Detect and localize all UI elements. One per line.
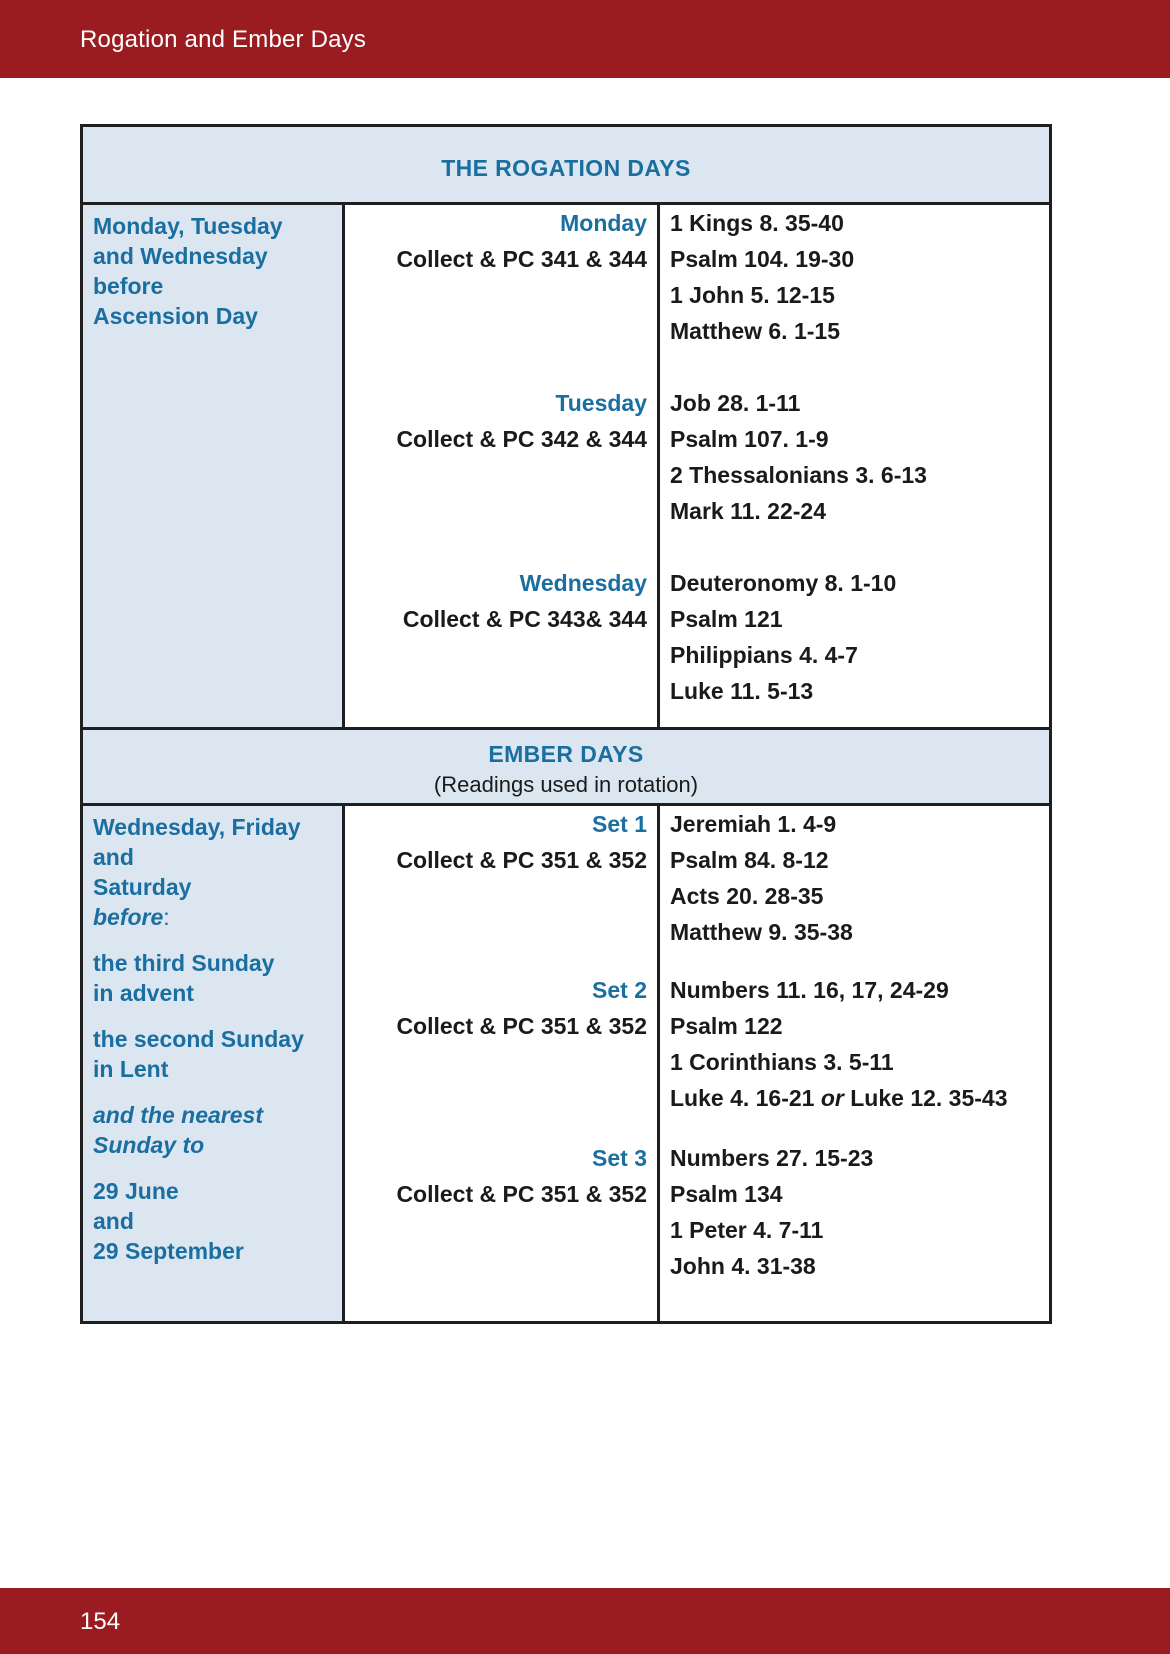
reading: Psalm 107. 1-9: [670, 426, 829, 452]
rogation-wednesday-readings: [660, 565, 1049, 709]
rogation-left-line: and Wednesday: [93, 243, 268, 269]
reading: 1 Corinthians 3. 5-11: [670, 1049, 894, 1075]
reading: 2 Thessalonians 3. 6-13: [670, 462, 927, 488]
day-label: Wednesday: [519, 570, 647, 596]
rogation-tuesday-block: [345, 385, 657, 457]
colon: :: [163, 904, 170, 930]
page-number: 154: [80, 1608, 121, 1635]
rogation-left-line: Ascension Day: [93, 303, 258, 329]
reading: Numbers 11. 16, 17, 24-29: [670, 977, 949, 1003]
ember-subheading: (Readings used in rotation): [433, 772, 699, 797]
ember-set3-block: [345, 1140, 657, 1212]
reading: Psalm 104. 19-30: [670, 246, 855, 272]
reading: Matthew 9. 35-38: [670, 919, 853, 945]
before-word: before: [93, 904, 164, 930]
ember-left-cell: [83, 806, 345, 1321]
reading: Acts 20. 28-35: [670, 883, 824, 909]
ember-mid-cell: [345, 806, 660, 1321]
ember-right-cell: [660, 806, 1049, 1321]
reading: Numbers 27. 15-23: [670, 1145, 874, 1171]
ember-set1-readings: [660, 806, 1049, 950]
reading: Psalm 122: [670, 1013, 783, 1039]
reading: 1 John 5. 12-15: [670, 282, 835, 308]
reading: Psalm 84. 8-12: [670, 847, 829, 873]
rogation-monday-readings: [660, 205, 1049, 349]
rogation-right-cell: [660, 205, 1049, 727]
set-label: Set 1: [592, 811, 647, 837]
rogation-left-cell: [83, 205, 345, 727]
ember-left-line: in advent: [93, 980, 194, 1006]
reading: Philippians 4. 4-7: [670, 642, 858, 668]
ember-left-line: and the nearest: [93, 1102, 263, 1128]
collect-ref: Collect & PC 351 & 352: [396, 1181, 647, 1207]
ember-left-line: Sunday to: [93, 1132, 205, 1158]
ember-left-line: 29 June: [93, 1178, 179, 1204]
ember-left-line: and: [93, 844, 134, 870]
header-band: [0, 0, 1170, 78]
reading: Job 28. 1-11: [670, 390, 801, 416]
set-label: Set 3: [592, 1145, 647, 1171]
ember-left-line: the second Sunday: [93, 1026, 304, 1052]
footer-band: [0, 1588, 1170, 1654]
ember-set2-block: [345, 972, 657, 1044]
rogation-mid-cell: [345, 205, 660, 727]
reading: Luke 11. 5-13: [670, 678, 814, 704]
ember-left-line: Saturday: [93, 874, 192, 900]
reading: Psalm 121: [670, 606, 783, 632]
rogation-wednesday-block: [345, 565, 657, 637]
ember-set2-readings: [660, 972, 1049, 1116]
rogation-heading: THE ROGATION DAYS: [441, 155, 691, 181]
ember-set3-readings: [660, 1140, 1049, 1284]
ember-left-line: in Lent: [93, 1056, 169, 1082]
collect-ref: Collect & PC 351 & 352: [396, 1013, 647, 1039]
collect-ref: Collect & PC 342 & 344: [396, 426, 647, 452]
reading-part: Luke 4. 16-21: [670, 1085, 815, 1111]
page-header-title: Rogation and Ember Days: [80, 26, 367, 53]
rogation-header: [83, 127, 1049, 205]
rogation-tuesday-readings: [660, 385, 1049, 529]
rogation-monday-block: [345, 205, 657, 277]
reading: John 4. 31-38: [670, 1253, 816, 1279]
day-label: Monday: [560, 210, 647, 236]
reading: 1 Kings 8. 35-40: [670, 210, 844, 236]
rogation-left-line: before: [93, 273, 164, 299]
collect-ref: Collect & PC 351 & 352: [396, 847, 647, 873]
or-word: or: [820, 1085, 844, 1111]
reading: Matthew 6. 1-15: [670, 318, 840, 344]
reading-with-alternative: [670, 1080, 1049, 1116]
ember-header: [83, 727, 1049, 806]
ember-heading: EMBER DAYS: [488, 741, 644, 767]
rogation-left-line: Monday, Tuesday: [93, 213, 283, 239]
reading: Jeremiah 1. 4-9: [670, 811, 837, 837]
reading: Psalm 134: [670, 1181, 783, 1207]
readings-table: [80, 124, 1052, 1324]
reading-part: Luke 12. 35-43: [850, 1085, 1008, 1111]
ember-left-line: 29 September: [93, 1238, 244, 1264]
ember-left-line: the third Sunday: [93, 950, 275, 976]
ember-left-line: and: [93, 1208, 134, 1234]
day-label: Tuesday: [555, 390, 647, 416]
reading: Mark 11. 22-24: [670, 498, 827, 524]
set-label: Set 2: [592, 977, 647, 1003]
reading: Deuteronomy 8. 1-10: [670, 570, 897, 596]
ember-set1-block: [345, 806, 657, 878]
reading: 1 Peter 4. 7-11: [670, 1217, 824, 1243]
collect-ref: Collect & PC 341 & 344: [396, 246, 647, 272]
collect-ref: Collect & PC 343& 344: [402, 606, 647, 632]
ember-left-line: Wednesday, Friday: [93, 814, 301, 840]
